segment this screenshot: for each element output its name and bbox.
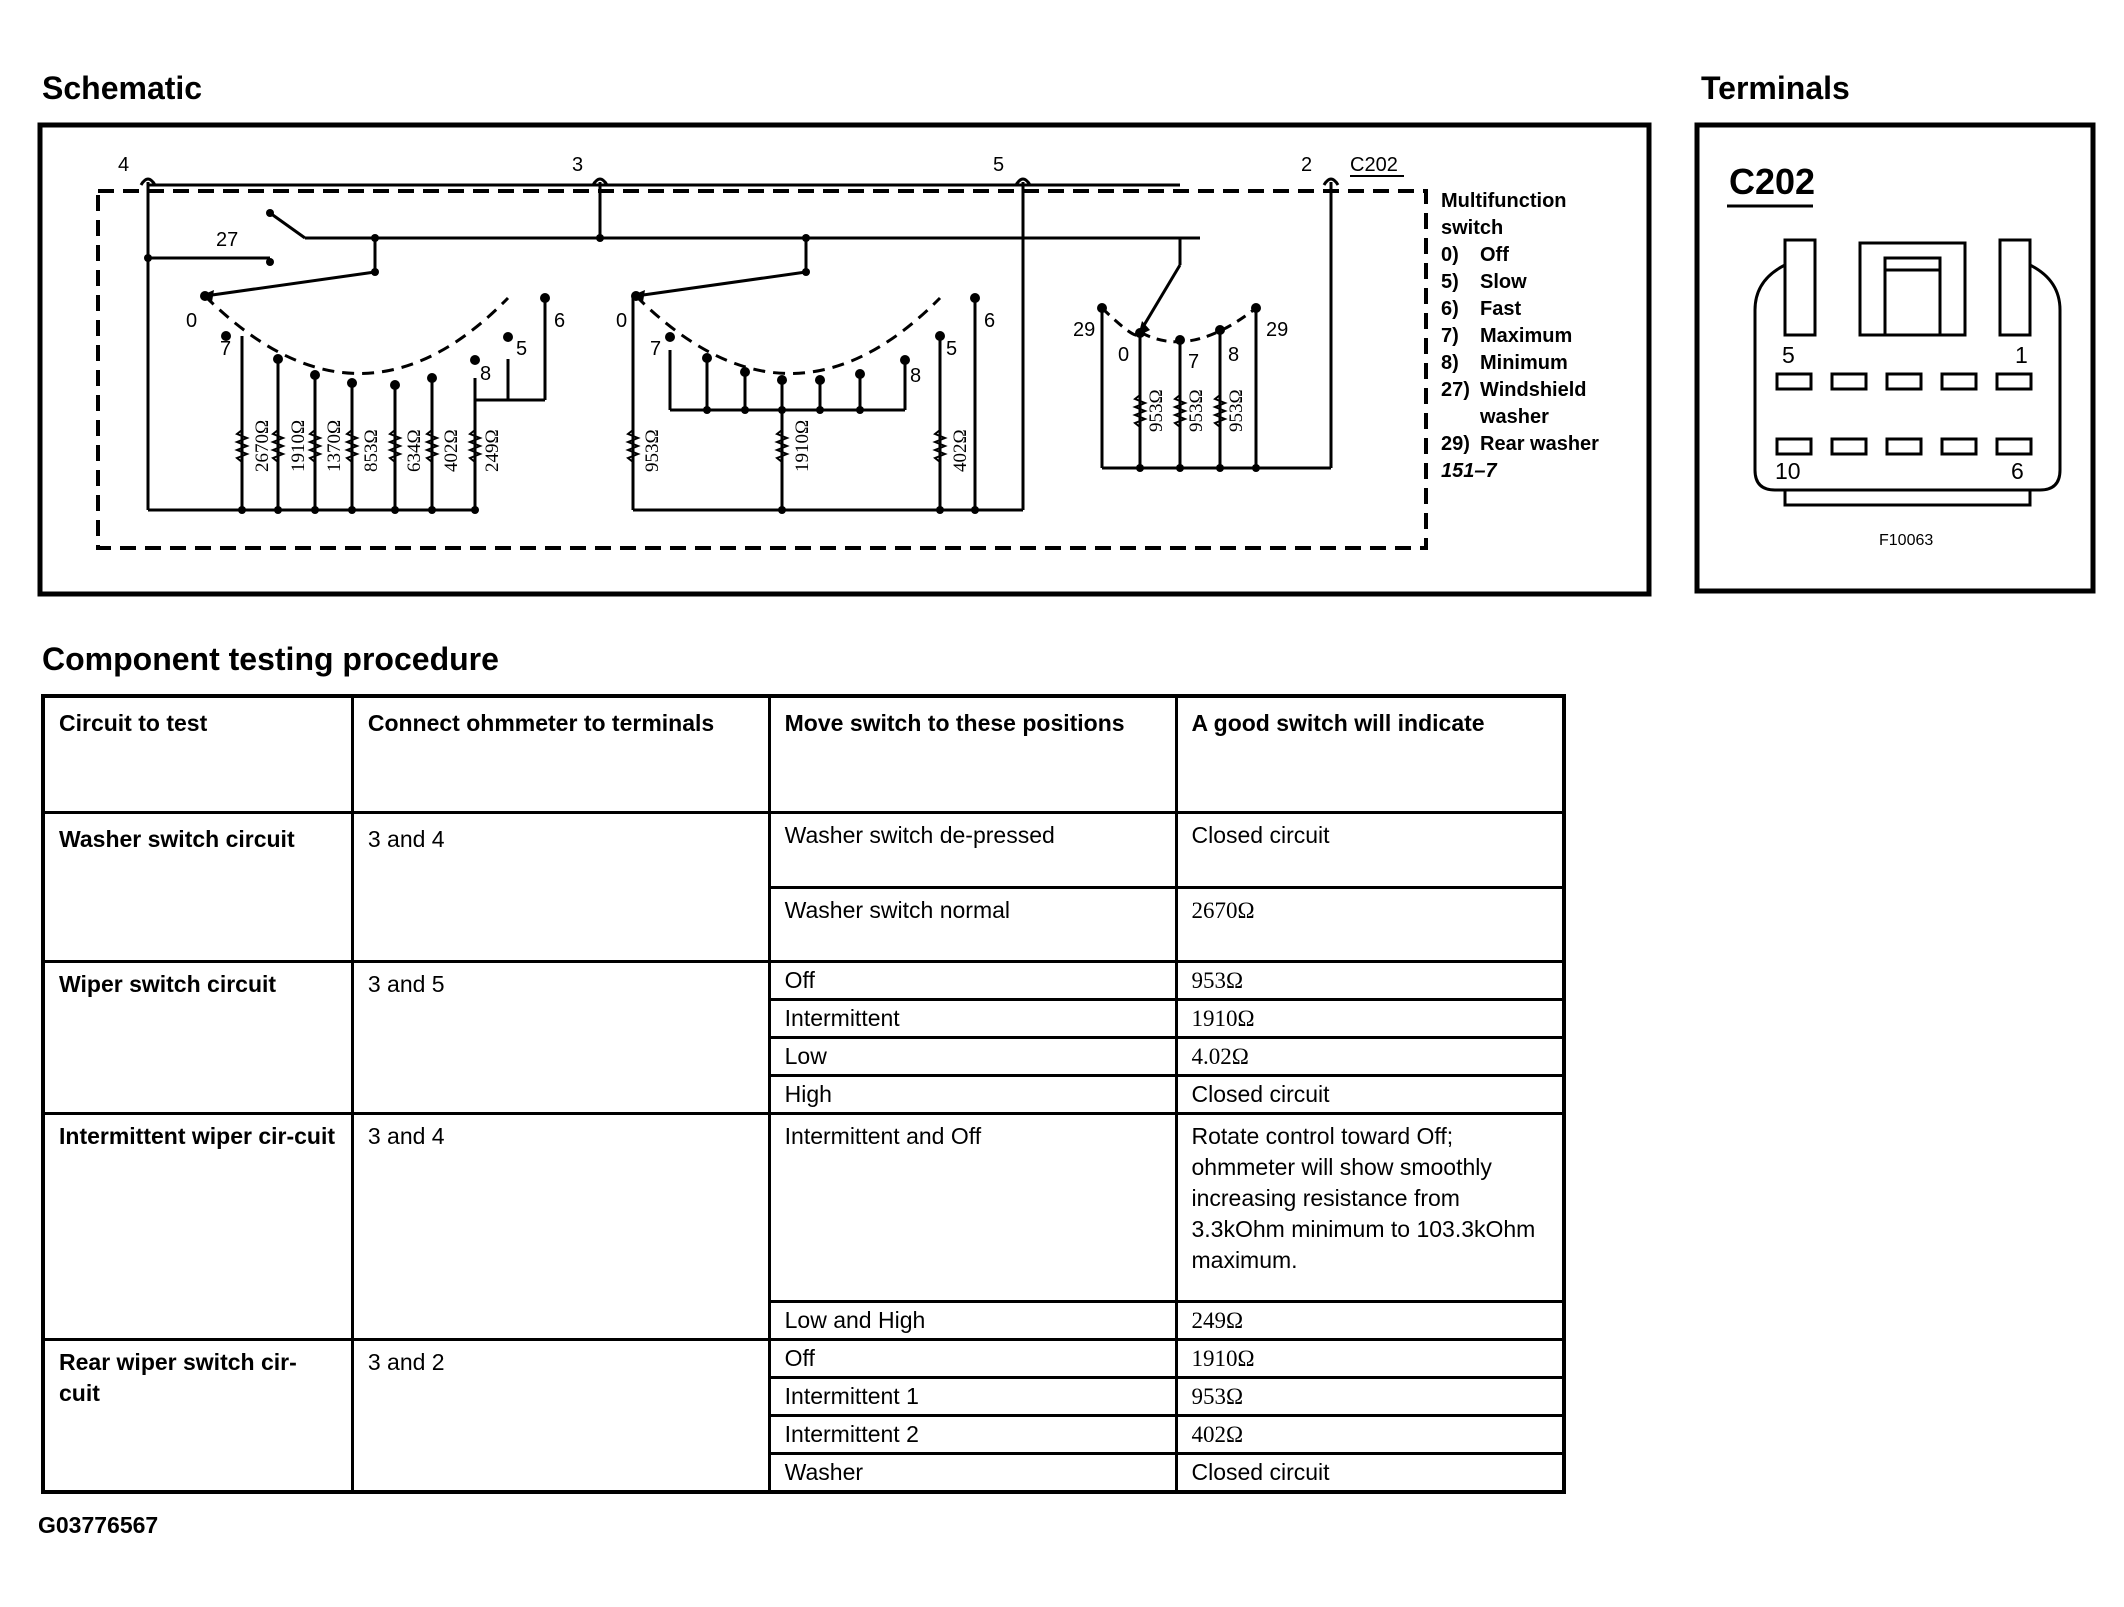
legend-num-rear-washer: 29) [1441, 433, 1470, 455]
indicate-cell: 402Ω [1176, 1415, 1564, 1453]
washer-switch-27-label: 27 [216, 229, 239, 251]
legend-label-fast: Fast [1480, 298, 1522, 320]
wiper-switch-group-2 [616, 290, 995, 514]
g2-pos-6: 6 [984, 310, 996, 332]
indicate-cell: 4.02Ω [1176, 1037, 1564, 1075]
pin-5-label: 5 [1782, 342, 1795, 368]
legend-label-maximum: Maximum [1480, 325, 1573, 347]
g3-pos-29-left: 29 [1073, 319, 1096, 341]
legend-title-line1: Multifunction [1441, 190, 1567, 212]
g1-pos-6: 6 [554, 310, 566, 332]
wiring-diagram [0, 0, 2124, 640]
table-row [43, 812, 1564, 887]
table-row [43, 1339, 1564, 1377]
position-cell: Washer switch de-pressed [769, 812, 1176, 887]
g1-resistor-1370: 1370Ω [324, 419, 345, 472]
table-row [43, 1113, 1564, 1301]
table-header-row [43, 696, 1564, 812]
rear-wiper-switch-group [1073, 303, 1288, 472]
terminal-2 [1301, 154, 1404, 185]
g1-resistor-853: 853Ω [361, 429, 382, 472]
terminals-cell: 3 and 2 [352, 1339, 769, 1492]
position-cell: Intermittent [769, 999, 1176, 1037]
legend-title-line2: switch [1441, 217, 1504, 239]
connector-c202-label: C202 [1350, 154, 1398, 176]
terminals-cell: 3 and 5 [352, 961, 769, 1113]
header-positions: Move switch to these positions [769, 696, 1176, 812]
indicate-cell: Rotate control toward Off; ohmmeter will show smoothly increasing resistance from 3.3kOhm minimum to 103.3kOhm maximum. [1176, 1113, 1564, 1301]
g3-resistor-953-b: 953Ω [1186, 389, 1207, 432]
terminal-4-label: 4 [118, 154, 130, 176]
indicate-cell: 953Ω [1176, 1377, 1564, 1415]
legend-label-windshield: Windshield [1480, 379, 1587, 401]
pin-1-label: 1 [2015, 342, 2028, 368]
header-terminals: Connect ohmmeter to terminals [352, 696, 769, 812]
indicate-cell: Closed circuit [1176, 1075, 1564, 1113]
terminal-4 [118, 154, 155, 185]
legend-label-washer: washer [1480, 406, 1549, 428]
g3-pos-29-right: 29 [1266, 319, 1289, 341]
position-cell: Intermittent 1 [769, 1377, 1176, 1415]
pin-6-label: 6 [2011, 458, 2024, 484]
g2-resistor-402: 402Ω [950, 429, 971, 472]
position-cell: Off [769, 961, 1176, 999]
g1-pos-8: 8 [480, 363, 492, 385]
legend-num-off: 0) [1441, 244, 1459, 266]
g3-pos-7: 7 [1188, 351, 1200, 373]
table-row [43, 961, 1564, 999]
g1-resistor-402: 402Ω [441, 429, 462, 472]
terminals-connector-label: C202 [1729, 161, 1816, 202]
g1-pos-0: 0 [186, 310, 198, 332]
indicate-cell: 2670Ω [1176, 887, 1564, 961]
connector-pins [1777, 374, 2031, 454]
g3-resistor-953-c: 953Ω [1226, 389, 1247, 432]
indicate-cell: Closed circuit [1176, 812, 1564, 887]
legend-num-fast: 6) [1441, 298, 1459, 320]
header-circuit: Circuit to test [43, 696, 352, 812]
legend-num-maximum: 7) [1441, 325, 1459, 347]
legend-label-rear-washer: Rear washer [1480, 433, 1599, 455]
legend-num-windshield: 27) [1441, 379, 1470, 401]
position-cell: Low [769, 1037, 1176, 1075]
g2-resistor-1910: 1910Ω [792, 419, 813, 472]
g1-pos-7: 7 [220, 338, 232, 360]
legend-label-off: Off [1480, 244, 1509, 266]
terminals-figure-id: F10063 [1879, 532, 1934, 549]
component-testing-table [41, 694, 1566, 1494]
junction-dots [144, 209, 810, 276]
position-cell: Off [769, 1339, 1176, 1377]
circuit-cell: Wiper switch circuit [43, 961, 352, 1113]
g2-pos-7: 7 [650, 338, 662, 360]
g3-pos-0: 0 [1118, 344, 1130, 366]
g3-pos-8: 8 [1228, 344, 1240, 366]
indicate-cell: 953Ω [1176, 961, 1564, 999]
indicate-cell: 1910Ω [1176, 999, 1564, 1037]
terminals-cell: 3 and 4 [352, 812, 769, 961]
header-indicate: A good switch will indicate [1176, 696, 1564, 812]
indicate-cell: Closed circuit [1176, 1453, 1564, 1492]
g2-pos-5: 5 [946, 338, 958, 360]
g1-resistor-1910: 1910Ω [288, 419, 309, 472]
schematic-heading: Schematic [42, 70, 203, 106]
g2-pos-0: 0 [616, 310, 628, 332]
terminals-cell: 3 and 4 [352, 1113, 769, 1339]
g1-resistor-2670: 2670Ω [252, 419, 273, 472]
position-cell: High [769, 1075, 1176, 1113]
indicate-cell: 249Ω [1176, 1301, 1564, 1339]
g1-pos-5: 5 [516, 338, 528, 360]
indicate-cell: 1910Ω [1176, 1339, 1564, 1377]
g1-resistor-634: 634Ω [404, 429, 425, 472]
switch-legend [1441, 190, 1599, 482]
legend-ref: 151–7 [1441, 460, 1497, 482]
legend-num-slow: 5) [1441, 271, 1459, 293]
position-cell: Washer switch normal [769, 887, 1176, 961]
circuit-cell: Rear wiper switch cir-cuit [43, 1339, 352, 1492]
position-cell: Washer [769, 1453, 1176, 1492]
circuit-cell: Washer switch circuit [43, 812, 352, 961]
position-cell: Low and High [769, 1301, 1176, 1339]
legend-label-slow: Slow [1480, 271, 1527, 293]
legend-num-minimum: 8) [1441, 352, 1459, 374]
terminals-heading: Terminals [1701, 70, 1850, 106]
terminal-3 [572, 154, 607, 185]
g1-resistor-249: 249Ω [482, 429, 503, 472]
circuit-cell: Intermittent wiper cir-cuit [43, 1113, 352, 1339]
terminal-5 [993, 154, 1030, 185]
g3-resistor-953-a: 953Ω [1146, 389, 1167, 432]
terminal-2-label: 2 [1301, 154, 1313, 176]
terminal-3-label: 3 [572, 154, 584, 176]
pin-10-label: 10 [1775, 458, 1801, 484]
g2-resistor-953: 953Ω [642, 429, 663, 472]
position-cell: Intermittent 2 [769, 1415, 1176, 1453]
figure-id: G03776567 [38, 1512, 159, 1538]
g2-pos-8: 8 [910, 365, 922, 387]
procedure-heading: Component testing procedure [42, 641, 499, 677]
terminal-5-label: 5 [993, 154, 1005, 176]
legend-label-minimum: Minimum [1480, 352, 1568, 374]
position-cell: Intermittent and Off [769, 1113, 1176, 1301]
